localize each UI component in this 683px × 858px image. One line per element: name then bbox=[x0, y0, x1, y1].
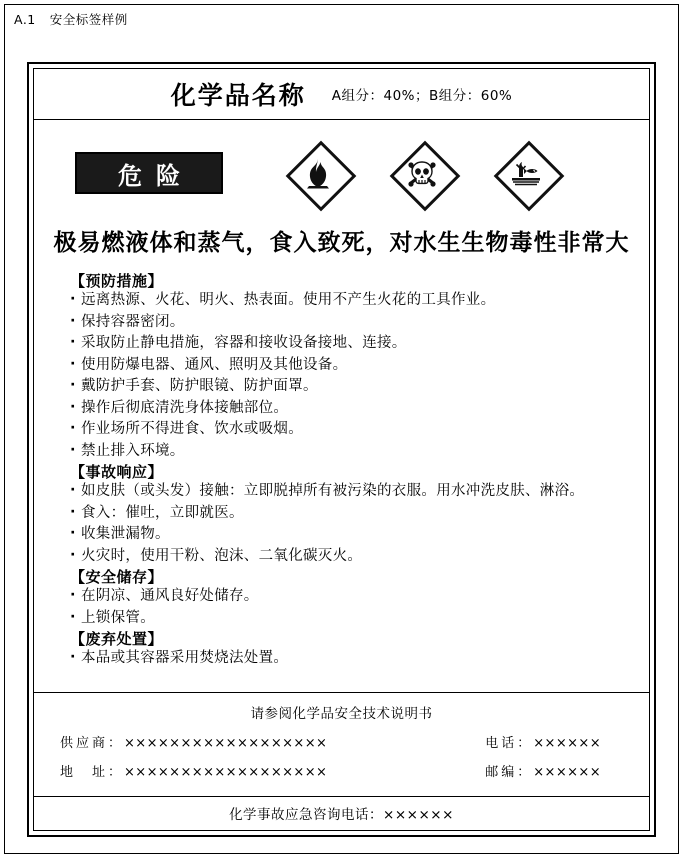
postcode-field bbox=[485, 761, 601, 780]
label-footer bbox=[34, 692, 649, 830]
phone-value: ×××××× bbox=[533, 736, 601, 751]
postcode-value: ×××××× bbox=[533, 765, 601, 780]
section-number: A.1 bbox=[14, 12, 36, 27]
supplier-field bbox=[60, 732, 327, 751]
hazard-statement: 极易燃液体和蒸气，食入致死，对水生生物毒性非常大 bbox=[53, 229, 630, 256]
phone-label: 电话： bbox=[485, 736, 534, 751]
group-title-response: 【事故响应】 bbox=[70, 463, 164, 481]
group-title-disposal: 【废弃处置】 bbox=[70, 630, 164, 648]
statement-item: · 如皮肤（或头发）接触：立即脱掉所有被污染的衣服。用水冲洗皮肤、淋浴。 bbox=[70, 484, 649, 499]
supplier-info bbox=[34, 732, 649, 796]
supplier-phone-line bbox=[60, 732, 623, 751]
supplier-value: ×××××××××××××××××× bbox=[124, 736, 328, 751]
group-title-storage: 【安全储存】 bbox=[70, 568, 164, 586]
postcode-label: 邮编： bbox=[485, 765, 534, 780]
statement-item: · 采取防止静电措施，容器和接收设备接地、连接。 bbox=[70, 336, 649, 351]
precaution-statements bbox=[34, 271, 649, 692]
safety-label-inner-border bbox=[33, 68, 650, 831]
statement-item: · 食入：催吐，立即就医。 bbox=[70, 506, 649, 521]
statement-item: · 禁止排入环境。 bbox=[70, 444, 649, 459]
address-postcode-line bbox=[60, 761, 623, 780]
address-value: ×××××××××××××××××× bbox=[124, 765, 328, 780]
skull-crossbones-pictogram bbox=[391, 142, 453, 204]
group-title-prevention: 【预防措施】 bbox=[70, 272, 164, 290]
statement-item: · 火灾时，使用干粉、泡沫、二氧化碳灭火。 bbox=[70, 549, 649, 564]
safety-label-card bbox=[27, 62, 656, 837]
section-title: 安全标签样例 bbox=[49, 12, 128, 27]
signal-word-badge: 危险 bbox=[75, 152, 223, 194]
statement-item: · 操作后彻底清洗身体接触部位。 bbox=[70, 401, 649, 416]
address-label: 地 址： bbox=[60, 765, 125, 780]
statement-item: · 戴防护手套、防护眼镜、防护面罩。 bbox=[70, 379, 649, 394]
pictogram-row bbox=[34, 120, 649, 212]
environment-pictogram bbox=[495, 142, 557, 204]
statement-item: · 本品或其容器采用焚烧法处置。 bbox=[70, 651, 649, 666]
statement-item: · 上锁保管。 bbox=[70, 611, 649, 626]
statement-item: · 远离热源、火花、明火、热表面。使用不产生火花的工具作业。 bbox=[70, 293, 649, 308]
supplier-label: 供应商： bbox=[60, 736, 125, 751]
label-body bbox=[34, 120, 649, 692]
sds-reference: 请参阅化学品安全技术说明书 bbox=[250, 706, 433, 722]
statement-item: · 使用防爆电器、通风、照明及其他设备。 bbox=[70, 358, 649, 373]
section-caption bbox=[14, 10, 128, 28]
statement-item: · 收集泄漏物。 bbox=[70, 527, 649, 542]
address-field bbox=[60, 761, 327, 780]
flame-pictogram bbox=[287, 142, 349, 204]
emergency-phone: 化学事故应急咨询电话：×××××× bbox=[34, 796, 649, 830]
pictogram-group bbox=[287, 142, 557, 204]
phone-field bbox=[485, 732, 601, 751]
statement-item: · 在阴凉、通风良好处储存。 bbox=[70, 589, 649, 604]
component-composition: A组分：40%；B组分：60% bbox=[331, 88, 513, 104]
skull-crossbones-icon bbox=[391, 142, 453, 204]
product-name: 化学品名称 bbox=[170, 81, 306, 110]
flame-icon bbox=[287, 142, 349, 204]
statement-item: · 保持容器密闭。 bbox=[70, 315, 649, 330]
dead-fish-tree-icon bbox=[495, 142, 557, 204]
statement-item: · 作业场所不得进食、饮水或吸烟。 bbox=[70, 422, 649, 437]
label-title-row bbox=[34, 69, 649, 120]
